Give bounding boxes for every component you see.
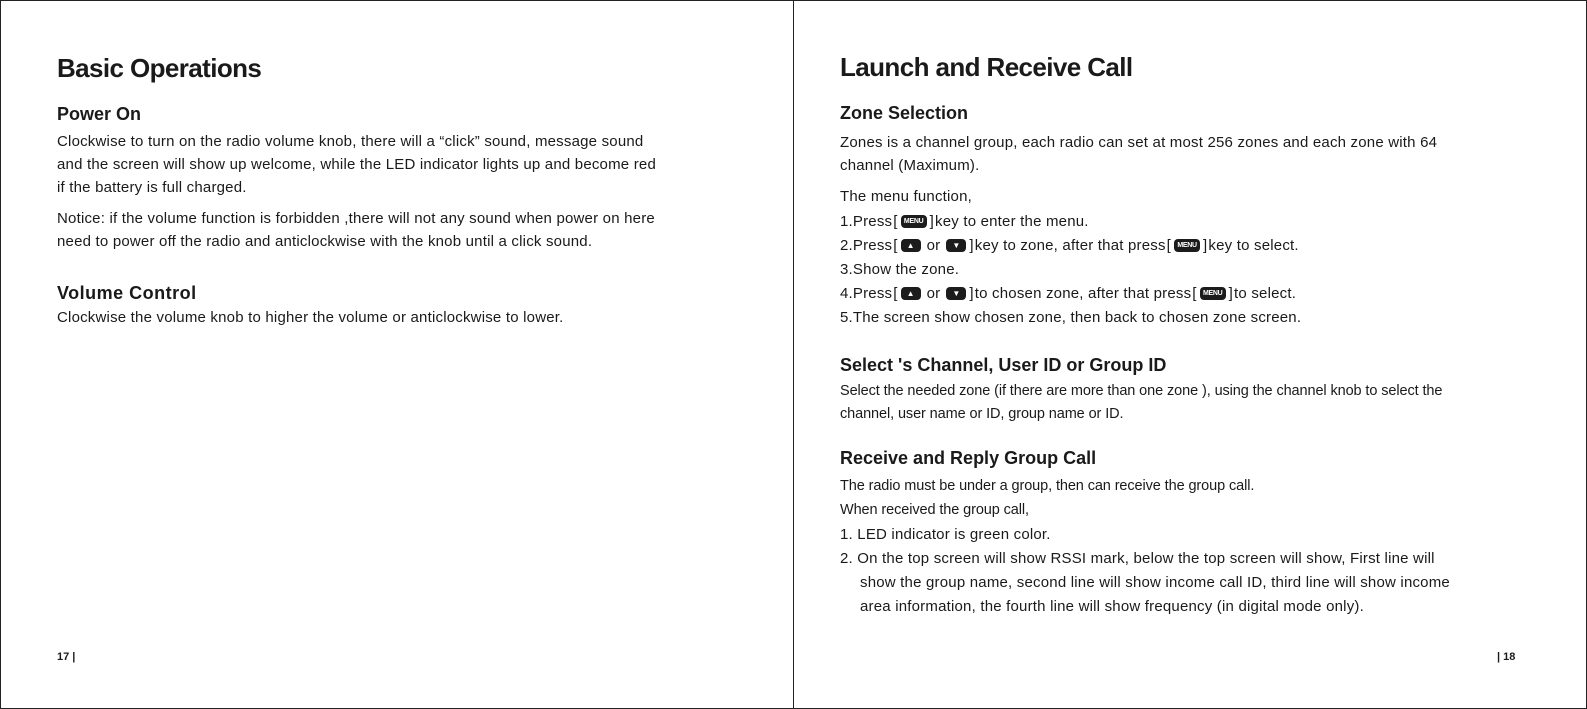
power-on-heading: Power On	[57, 104, 142, 124]
step-text: 1.Press	[840, 212, 893, 230]
text-line: show the group name, second line will show income call ID, third line will show income	[860, 574, 1450, 591]
bracket-open: [	[893, 212, 898, 230]
or-text: or	[926, 236, 941, 254]
text-line: The radio must be under a group, then can receive the group call.	[840, 478, 1255, 494]
step-text: 2.Press	[840, 236, 893, 254]
up-arrow-key-icon: ▲	[901, 287, 921, 300]
power-on-paragraph-2	[57, 207, 655, 253]
right-page-title: Launch and Receive Call	[840, 52, 1133, 82]
text-line: area information, the fourth line will show frequency (in digital mode only).	[860, 598, 1364, 615]
bracket-open: [	[893, 236, 898, 254]
left-page-title: Basic Operations	[57, 53, 262, 83]
step-text: 4.Press	[840, 284, 893, 302]
bracket-open: [	[1166, 236, 1172, 254]
receive-group-call-heading: Receive and Reply Group Call	[840, 448, 1097, 468]
step-text: key to enter the menu.	[935, 212, 1089, 230]
zone-selection-heading: Zone Selection	[840, 103, 969, 123]
group-call-item-1: 1. LED indicator is green color.	[840, 526, 1051, 543]
step-text: to chosen zone, after that press	[974, 284, 1192, 302]
page-number-right: | 18	[1497, 651, 1516, 663]
left-page	[57, 1, 747, 708]
text-line: need to power off the radio and anticlockwise with the knob until a click sound.	[57, 233, 593, 250]
page-divider	[793, 1, 794, 708]
group-call-item-2-continuation	[860, 571, 1450, 619]
menu-key-icon: MENU	[901, 215, 927, 228]
bracket-close: ]	[1203, 236, 1208, 254]
receive-group-call-intro	[840, 474, 1254, 522]
text-line: When received the group call,	[840, 502, 1029, 518]
zone-selection-intro	[840, 131, 1437, 177]
down-arrow-key-icon: ▼	[946, 239, 966, 252]
up-arrow-key-icon: ▲	[901, 239, 921, 252]
volume-control-text: Clockwise the volume knob to higher the volume or anticlockwise to lower.	[57, 309, 564, 326]
bracket-close: ]	[969, 236, 974, 254]
bracket-close: ]	[1228, 284, 1234, 302]
menu-key-icon: MENU	[1200, 287, 1226, 300]
select-channel-text	[840, 380, 1442, 426]
menu-key-icon: MENU	[1174, 239, 1200, 252]
text-line: Clockwise to turn on the radio volume knob, there will a “click” sound, message sound	[57, 133, 644, 150]
zone-step-3: 3.Show the zone.	[840, 260, 960, 278]
text-line: channel (Maximum).	[840, 157, 980, 174]
text-line: and the screen will show up welcome, while the LED indicator lights up and become red	[57, 156, 656, 173]
text-line: channel, user name or ID, group name or ID.	[840, 406, 1124, 422]
down-arrow-key-icon: ▼	[946, 287, 966, 300]
page-number-left: 17 |	[57, 651, 76, 663]
or-text: or	[926, 284, 941, 302]
bracket-open: [	[1192, 284, 1197, 302]
zone-step-1	[840, 210, 1089, 232]
text-line: Select the needed zone (if there are more than one zone ), using the channel knob to select the	[840, 383, 1443, 399]
bracket-close: ]	[929, 212, 935, 230]
zone-step-5: 5.The screen show chosen zone, then back to chosen zone screen.	[840, 308, 1302, 326]
step-text: key to select.	[1208, 236, 1299, 254]
bracket-open: [	[893, 284, 898, 302]
zone-step-4	[840, 282, 1296, 304]
text-line: Notice: if the volume function is forbidden ,there will not any sound when power on here	[57, 210, 655, 227]
step-text: key to zone, after that press	[974, 236, 1166, 254]
right-page	[840, 1, 1540, 708]
menu-function-intro: The menu function,	[840, 187, 973, 205]
zone-step-2	[840, 234, 1299, 256]
power-on-paragraph-1	[57, 130, 656, 199]
select-channel-heading: Select 's Channel, User ID or Group ID	[840, 355, 1167, 375]
volume-control-heading: Volume Control	[57, 283, 197, 303]
text-line: Zones is a channel group, each radio can set at most 256 zones and each zone with 64	[840, 134, 1438, 151]
text-line: if the battery is full charged.	[57, 179, 247, 196]
step-text: to select.	[1234, 284, 1297, 302]
bracket-close: ]	[969, 284, 974, 302]
group-call-item-2: 2. On the top screen will show RSSI mark, below the top screen will show, First line will	[840, 550, 1435, 567]
